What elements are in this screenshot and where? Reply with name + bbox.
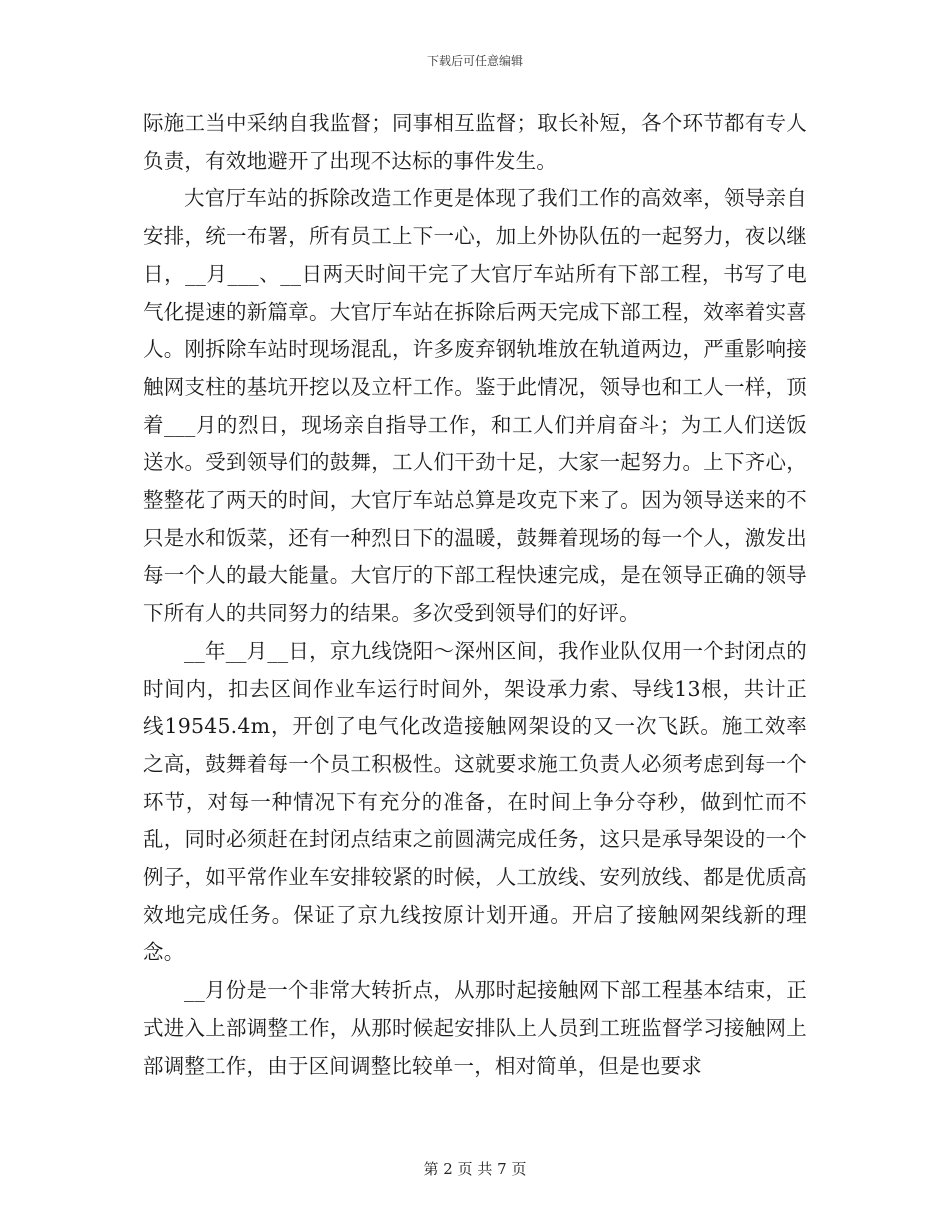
- page-footer: 第 2 页 共 7 页: [423, 1160, 527, 1178]
- page-header: 下载后可任意编辑: [426, 54, 523, 68]
- paragraph-4: __月份是一个非常大转折点，从那时起接触网下部工程基本结束，正式进入上部调整工作，从那时候起安排队上人员到工班监督学习接触网上部调整工作，由于区间调整比较单一，相对简单，但是也要求: [143, 978, 807, 1078]
- paragraph-3: __年__月__日，京九线饶阳～深州区间，我作业队仅用一个封闭点的时间内，扣去区间作业车运行时间外，架设承力索、导线13根，共计正线19545.4m，开创了电气化改造接触网架设的又一次飞跃。施工效率之高，鼓舞着每一个员工积极性。这就要求施工负责人必须考虑到每一个环节，对每一种情况下有充分的准备，在时间上争分夺秒，做到忙而不乱，同时必须赶在封闭点结束之前圆满完成任务，这只是承导架设的一个例子，如平常作业车安排较紧的时候，人工放线、安列放线、都是优质高效地完成任务。保证了京九线按原计划开通。开启了接触网架线新的理念。: [143, 638, 807, 965]
- paragraph-2: 大官厅车站的拆除改造工作更是体现了我们工作的高效率，领导亲自安排，统一布署，所有员工上下一心，加上外协队伍的一起努力，夜以继日，__月___、__日两天时间干完了大官厅车站所有下部工程，书写了电气化提速的新篇章。大官厅车站在拆除后两天完成下部工程，效率着实喜人。刚拆除车站时现场混乱，许多废弃钢轨堆放在轨道两边，严重影响接触网支柱的基坑开挖以及立杆工作。鉴于此情况，领导也和工人一样，顶着___月的烈日，现场亲自指导工作，和工人们并肩奋斗；为工人们送饭送水。受到领导们的鼓舞，工人们干劲十足，大家一起努力。上下齐心，整整花了两天的时间，大官厅车站总算是攻克下来了。因为领导送来的不只是水和饭菜，还有一种烈日下的温暖，鼓舞着现场的每一个人，激发出每一个人的最大能量。大官厅的下部工程快速完成，是在领导正确的领导下所有人的共同努力的结果。多次受到领导们的好评。: [143, 186, 807, 626]
- paragraph-1: 际施工当中采纳自我监督；同事相互监督；取长补短，各个环节都有专人负责，有效地避开了出现不达标的事件发生。: [143, 111, 807, 173]
- document-body: [143, 105, 807, 1085]
